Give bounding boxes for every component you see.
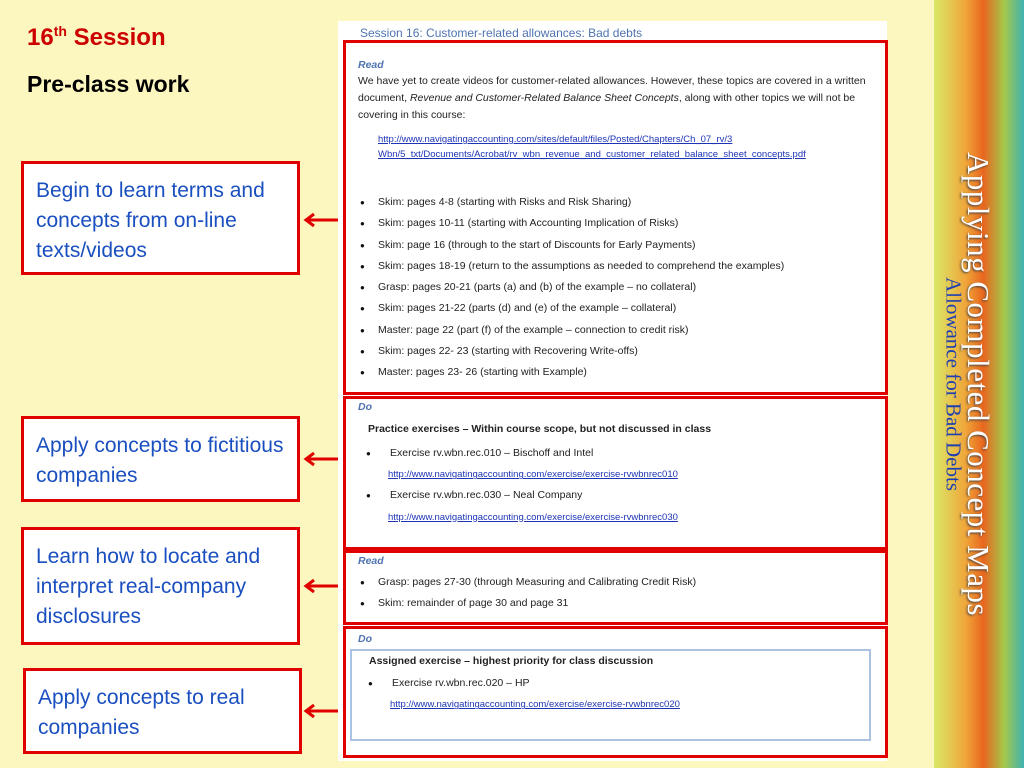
callout-text: Learn how to locate and interpret real-company disclosures	[36, 545, 261, 628]
read-item: ● Skim: pages 10-11 (starting with Accounting Implication of Risks)	[358, 213, 867, 234]
read-section-2	[338, 555, 887, 615]
read-list	[338, 162, 887, 384]
read-intro: We have yet to create videos for customer-related allowances. However, these topics are covered in a written document, Revenue and Customer-Related Balance Sheet Concepts, along with other topics we will not be covering in this course:	[358, 75, 866, 121]
exercise-link[interactable]: http://www.navigatingaccounting.com/exercise/exercise-rvwbnrec020	[390, 699, 680, 711]
exercise-item: ● Exercise rv.wbn.rec.020 – HP	[360, 673, 861, 694]
read-item: ● Skim: pages 18-19 (return to the assumptions as needed to comprehend the examples)	[358, 256, 867, 277]
arrow-left-icon	[303, 579, 341, 593]
pdf-link[interactable]: http://www.navigatingaccounting.com/sites/default/files/Posted/Chapters/Ch_07_rv/3 Wbn/5_txt/Documents/Acrobat/rv_wbn_revenue_and_customer_related_balance_sheet_concepts.pdf	[378, 134, 806, 160]
read-item: ● Skim: pages 4-8 (starting with Risks and Risk Sharing)	[358, 192, 867, 213]
callout-text: Apply concepts to real companies	[38, 686, 245, 739]
exercise-link[interactable]: http://www.navigatingaccounting.com/exercise/exercise-rvwbnrec030	[388, 511, 678, 523]
read-item: ● Grasp: pages 27-30 (through Measuring and Calibrating Credit Risk)	[358, 572, 867, 593]
exercise-link[interactable]: http://www.navigatingaccounting.com/exercise/exercise-rvwbnrec010	[388, 469, 678, 481]
assigned-box	[350, 649, 871, 741]
do-heading: Practice exercises – Within course scope, but not discussed in class	[368, 423, 712, 435]
read-item: ● Master: page 22 (part (f) of the example – connection to credit risk)	[358, 320, 867, 341]
callout-text: Begin to learn terms and concepts from on-line texts/videos	[36, 179, 265, 262]
callout-apply-real	[23, 668, 302, 754]
callout-learn-terms	[21, 161, 300, 275]
side-subtitle: Allowance for Bad Debts	[941, 276, 966, 492]
do-section-2	[338, 633, 887, 741]
session-document	[338, 21, 887, 761]
subtitle: Pre-class work	[27, 71, 190, 97]
document-heading: Session 16: Customer-related allowances: Bad debts	[360, 26, 643, 40]
callout-text: Apply concepts to fictitious companies	[36, 434, 284, 487]
read-item: ● Skim: page 16 (through to the start of Discounts for Early Payments)	[358, 235, 867, 256]
read-section-1	[338, 59, 887, 384]
do-section-1	[338, 401, 887, 528]
arrow-left-icon	[303, 213, 341, 227]
do-label: Do	[358, 401, 372, 413]
read-item: ● Skim: remainder of page 30 and page 31	[358, 593, 867, 614]
read-list	[338, 567, 887, 615]
do-heading: Assigned exercise – highest priority for class discussion	[369, 655, 654, 667]
session-title: 16th Session	[27, 23, 166, 51]
read-item: ● Master: pages 23- 26 (starting with Example)	[358, 362, 867, 383]
read-label: Read	[358, 555, 384, 567]
side-title: Applying Completed Concept Maps	[961, 151, 996, 617]
callout-apply-fictitious	[21, 416, 300, 502]
read-item: ● Grasp: pages 20-21 (parts (a) and (b) of the example – no collateral)	[358, 277, 867, 298]
read-item: ● Skim: pages 21-22 (parts (d) and (e) of the example – collateral)	[358, 298, 867, 319]
exercise-item: ● Exercise rv.wbn.rec.030 – Neal Company	[358, 485, 867, 506]
do-label: Do	[358, 633, 372, 645]
callout-real-disclosures	[21, 527, 300, 645]
exercise-item: ● Exercise rv.wbn.rec.010 – Bischoff and Intel	[358, 443, 867, 464]
arrow-left-icon	[303, 452, 341, 466]
read-label: Read	[358, 59, 384, 71]
arrow-left-icon	[303, 704, 341, 718]
read-item: ● Skim: pages 22- 23 (starting with Recovering Write-offs)	[358, 341, 867, 362]
